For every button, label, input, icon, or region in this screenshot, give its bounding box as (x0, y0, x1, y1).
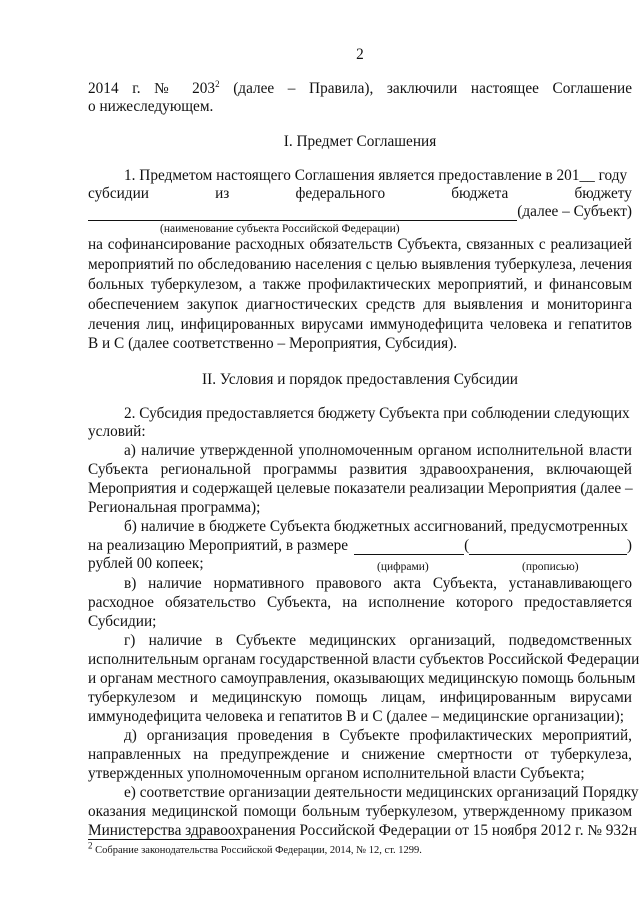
p1-word: субсидии (88, 185, 149, 202)
b-line3: рублей 00 копеек; (88, 555, 204, 572)
g-line: и органам местного самоуправления, оказывающих медицинскую помощь больным (88, 670, 636, 687)
b-line2 (88, 537, 632, 555)
footnote-divider (88, 839, 240, 840)
a-line: Мероприятия и содержащей целевые показатели реализации Мероприятия (далее – (88, 480, 633, 497)
p1-word: федерального (295, 185, 386, 202)
intro-rest: (далее – Правила), заключили настоящее Соглашение (233, 80, 633, 97)
a-line: Субъекта региональной программы развития здравоохранения, включающей (88, 461, 632, 478)
b-line1: б) наличие в бюджете Субъекта бюджетных ассигнований, предусмотренных (124, 518, 628, 535)
p1-line2 (88, 185, 632, 203)
p2-line1: 2. Субсидия предоставляется бюджету Субъекта при соблюдении следующих (124, 405, 630, 422)
intro-line (88, 80, 632, 98)
v-last-line: Субсидии; (88, 613, 157, 630)
footnote-mark: 2 (88, 840, 93, 851)
p1-line3 (88, 203, 632, 221)
digits-caption: (цифрами) (377, 561, 429, 573)
g-line: г) наличие в Субъекте медицинских организаций, подведомственных (124, 632, 632, 649)
p1-line1: 1. Предметом настоящего Соглашения является предоставление в 201__ году (124, 167, 628, 184)
footnote-text: Собрание законодательства Российской Федерации, 2014, № 12, ст. 1299. (95, 845, 422, 856)
p1-text-line: на софинансирование расходных обязательств Субъекта, связанных с реализацией (88, 236, 632, 253)
d-line: направленных на предупреждение и снижение смертности от туберкулеза, (88, 746, 632, 763)
subject-caption: (наименование субъекта Российской Федерации) (160, 223, 400, 235)
a-last-line: Региональная программа); (88, 499, 261, 516)
d-last-line: утвержденных уполномоченным органом исполнительной власти Субъекта; (88, 765, 585, 782)
p1-last-line: В и С (далее соответственно – Мероприятия, Субсидия). (88, 335, 458, 352)
e-line: е) соответствие организации деятельности медицинских организаций Порядку (124, 784, 639, 801)
subject-name-blank (88, 206, 517, 221)
close-paren: ) (626, 537, 632, 554)
open-paren: ( (464, 537, 470, 554)
amount-words-blank (469, 540, 627, 555)
p1-text-line: обеспечением закупок диагностических средств для выявления и мониторинга (88, 296, 632, 313)
p1-text-line: мероприятий по обследованию населения с целью выявления туберкулеза, лечения (88, 256, 632, 273)
amount-digits-blank (354, 540, 464, 555)
section2-heading: II. Условия и порядок предоставления Субсидии (202, 371, 518, 388)
g-line: туберкулезом и медицинскую помощь лицам, инфицированным вирусами (88, 689, 632, 706)
footnote-ref: 2 (215, 78, 220, 89)
a-line: а) наличие утвержденной уполномоченным органом исполнительной власти (124, 442, 632, 459)
p1-text-line: лечения лиц, инфицированных вирусами иммунодефицита человека и гепатитов (88, 316, 632, 333)
section1-heading: I. Предмет Соглашения (283, 133, 437, 150)
page-number: 2 (356, 46, 364, 63)
v-line: расходное обязательство Субъекта, на исполнение которого предоставляется (88, 594, 632, 611)
p2-line2: условий: (88, 423, 146, 440)
subject-suffix: (далее – Субъект) (517, 203, 632, 220)
p1-word: из (215, 185, 230, 202)
p1-word: бюджета (451, 185, 509, 202)
g-line: исполнительным органам государственной власти субъектов Российской Федерации (88, 651, 640, 668)
footnote (88, 840, 422, 856)
intro-line-2: о нижеследующем. (88, 98, 214, 115)
g-last-line: иммунодефицита человека и гепатитов В и С (далее – медицинские организации); (88, 708, 624, 725)
b-line2-text: на реализацию Мероприятий, в размере (88, 537, 349, 554)
v-line: в) наличие нормативного правового акта Субъекта, устанавливающего (124, 575, 632, 592)
words-caption: (прописью) (522, 561, 579, 573)
d-line: д) организация проведения в Субъекте профилактических мероприятий, (124, 727, 632, 744)
p1-text-line: больных туберкулезом, а также профилактических мероприятий, и финансовым (88, 276, 632, 293)
e-line: оказания медицинской помощи больным туберкулезом, утвержденному приказом (88, 803, 632, 820)
e-line: Министерства здравоохранения Российской Федерации от 15 ноября 2012 г. № 932н (88, 822, 637, 839)
p1-word: бюджету (574, 185, 632, 202)
intro-year-number: 2014 г. № $203^2$ (88, 78, 220, 97)
